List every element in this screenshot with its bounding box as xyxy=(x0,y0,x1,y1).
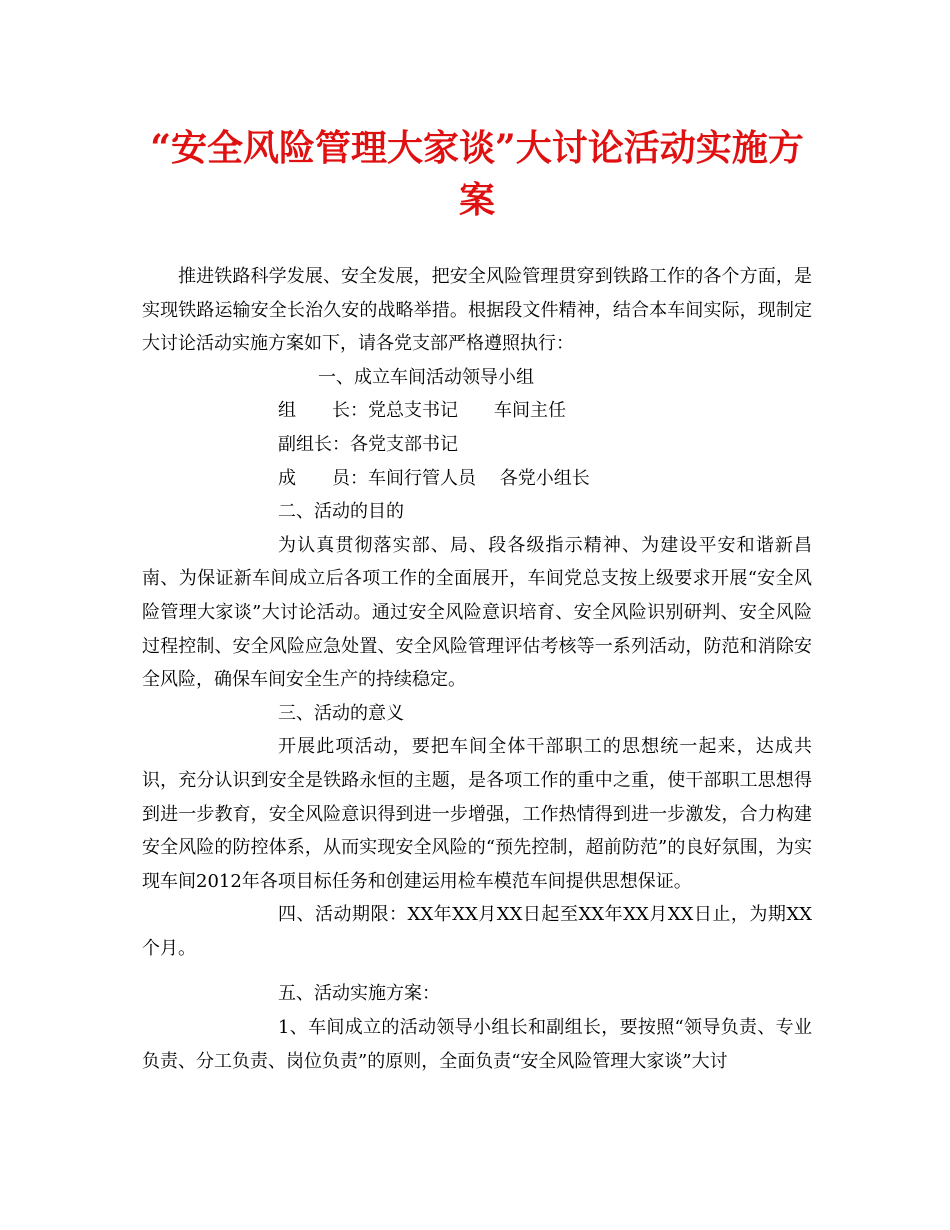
section-2-heading: 二、活动的目的 xyxy=(278,501,404,523)
member-line: 成 员：车间行管人员 各党小组长 xyxy=(278,467,590,489)
section-3-paragraph: 开展此项活动，要把车间全体干部职工的思想统一起来，达成共识，充分认识到安全是铁路永恒的主题，是各项工作的重中之重，使干部职工思想得到进一步教育，安全风险意识得到进一步增强，工作热情得到进一步激发，合力构建安全风险的防控体系，从而实现安全风险的“预先控制，超前防范”的良好氛围，为实现车间2012年各项目标任务和创建运用检车模范车间提供思想保证。 xyxy=(142,736,812,892)
section-5-heading: 五、活动实施方案： xyxy=(278,983,440,1005)
section-1-heading: 一、成立车间活动领导小组 xyxy=(318,366,534,388)
intro-paragraph: 推进铁路科学发展、安全发展，把安全风险管理贯穿到铁路工作的各个方面，是实现铁路运输安全长治久安的战略举措。根据段文件精神，结合本车间实际，现制定大讨论活动实施方案如下，请各党支部严格遵照执行： xyxy=(142,266,812,355)
leader-line: 组 长：党总支书记 车间主任 xyxy=(278,400,566,422)
section-4-paragraph: 四、活动期限：XX年XX月XX日起至XX年XX月XX日止，为期XX个月。 xyxy=(142,904,812,959)
item-1-paragraph: 1、车间成立的活动领导小组长和副组长，要按照“领导负责、专业负责、分工负责、岗位负责”的原则，全面负责“安全风险管理大家谈”大讨 xyxy=(142,1017,812,1072)
deputy-line: 副组长：各党支部书记 xyxy=(278,433,458,455)
document-title xyxy=(142,0,812,226)
title-line-2: 案 xyxy=(458,179,495,221)
section-3-heading: 三、活动的意义 xyxy=(278,702,404,724)
title-line-1: “安全风险管理大家谈”大讨论活动实施方 xyxy=(150,127,804,169)
document-body xyxy=(142,260,812,1078)
section-2-paragraph: 为认真贯彻落实部、局、段各级指示精神、为建设平安和谐新昌南、为保证新车间成立后各项工作的全面展开，车间党总支按上级要求开展“安全风险管理大家谈”大讨论活动。通过安全风险意识培育、安全风险识别研判、安全风险过程控制、安全风险应急处置、安全风险管理评估考核等一系列活动，防范和消除安全风险，确保车间安全生产的持续稳定。 xyxy=(142,534,812,691)
